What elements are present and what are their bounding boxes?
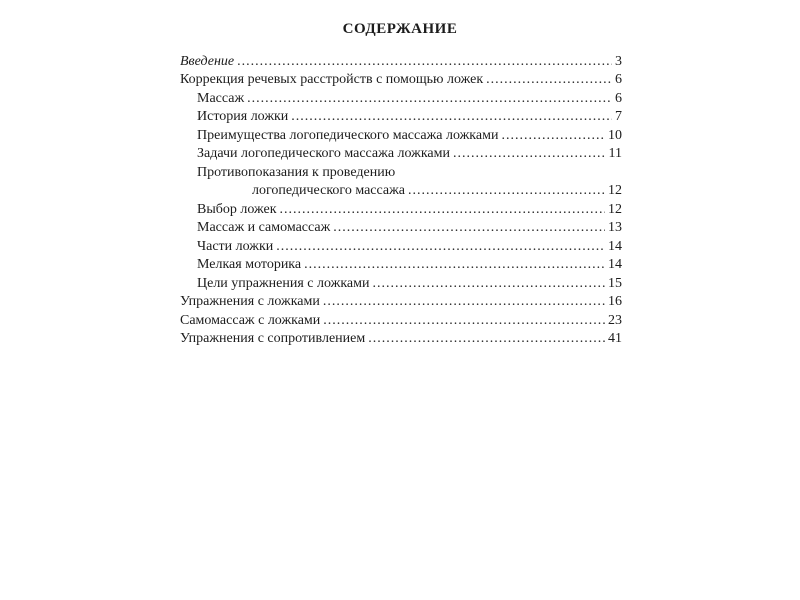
dot-leader [237, 53, 612, 71]
toc-entry-text: Задачи логопедического массажа ложками [197, 146, 450, 161]
dot-leader [333, 219, 605, 237]
toc-entry-page: 41 [608, 331, 622, 346]
toc-entry-contraindications [180, 163, 622, 200]
toc-entry-text: Массаж [197, 90, 245, 106]
toc-entry-text: История ложки [197, 109, 289, 124]
toc-entry-text: Выбор ложек [197, 201, 277, 217]
toc-entry-text: Массаж и самомассаж [197, 220, 331, 235]
toc-entry-page: 15 [608, 275, 622, 291]
dot-leader [323, 293, 605, 311]
toc-entry-speech-correction [180, 71, 622, 90]
toc-entry-text: Упражнения с ложками [180, 294, 320, 309]
dot-leader [291, 108, 612, 126]
dot-leader [247, 90, 612, 108]
toc-entry-fine-motor [180, 256, 622, 275]
toc-entry-page: 14 [608, 257, 622, 272]
toc-entry-page: 6 [615, 90, 622, 106]
toc-entry-page: 14 [608, 238, 622, 254]
toc-entry-text: Упражнения с сопротивлением [180, 331, 366, 346]
toc-entry-text-line2: логопедического массажа [252, 183, 405, 198]
page-title: СОДЕРЖАНИЕ [342, 21, 458, 37]
toc-entry-page: 10 [608, 127, 622, 143]
toc-entry-text: Введение [180, 53, 235, 69]
toc-entry-tasks [180, 145, 622, 164]
toc-entry-spoon-parts [180, 237, 622, 256]
toc-entry-exercise-goals [180, 274, 622, 293]
toc-entry-text: Мелкая моторика [197, 257, 302, 272]
toc-entry-page: 6 [615, 72, 622, 87]
toc-entry-page: 11 [608, 146, 622, 161]
dot-leader [368, 330, 605, 348]
toc-entry-massage [180, 89, 622, 108]
dot-leader [486, 71, 612, 89]
toc-entry-page: 7 [615, 109, 622, 124]
toc-entry-text: Части ложки [197, 238, 274, 254]
toc-entry-advantages [180, 126, 622, 145]
toc-entry-text-line1: Противопоказания к проведению [197, 164, 396, 180]
dot-leader [501, 127, 605, 145]
table-of-contents [180, 52, 622, 348]
dot-leader [304, 256, 605, 274]
dot-leader [276, 238, 605, 256]
dot-leader [373, 275, 606, 293]
toc-entry-page: 12 [608, 201, 622, 217]
toc-entry-resistance-exercises [180, 330, 622, 349]
dot-leader [453, 145, 606, 163]
toc-entry-text: Цели упражнения с ложками [197, 275, 370, 291]
toc-entry-self-massage-spoons [180, 311, 622, 330]
toc-entry-spoon-history [180, 108, 622, 127]
dot-leader [280, 201, 605, 219]
toc-entry-text: Самомассаж с ложками [180, 312, 321, 328]
toc-entry-page: 3 [615, 53, 622, 69]
dot-leader [408, 182, 605, 200]
toc-entry-self-massage-section [180, 219, 622, 238]
toc-entry-text: Преимущества логопедического массажа ложками [197, 127, 499, 143]
toc-entry-page: 12 [608, 183, 622, 198]
toc-entry-introduction [180, 52, 622, 71]
toc-entry-choosing-spoons [180, 200, 622, 219]
toc-entry-page: 13 [608, 220, 622, 235]
toc-entry-page: 16 [608, 294, 622, 309]
toc-entry-text: Коррекция речевых расстройств с помощью ложек [180, 72, 484, 87]
dot-leader [323, 312, 605, 330]
toc-entry-page: 23 [608, 312, 622, 328]
toc-entry-spoon-exercises [180, 293, 622, 312]
